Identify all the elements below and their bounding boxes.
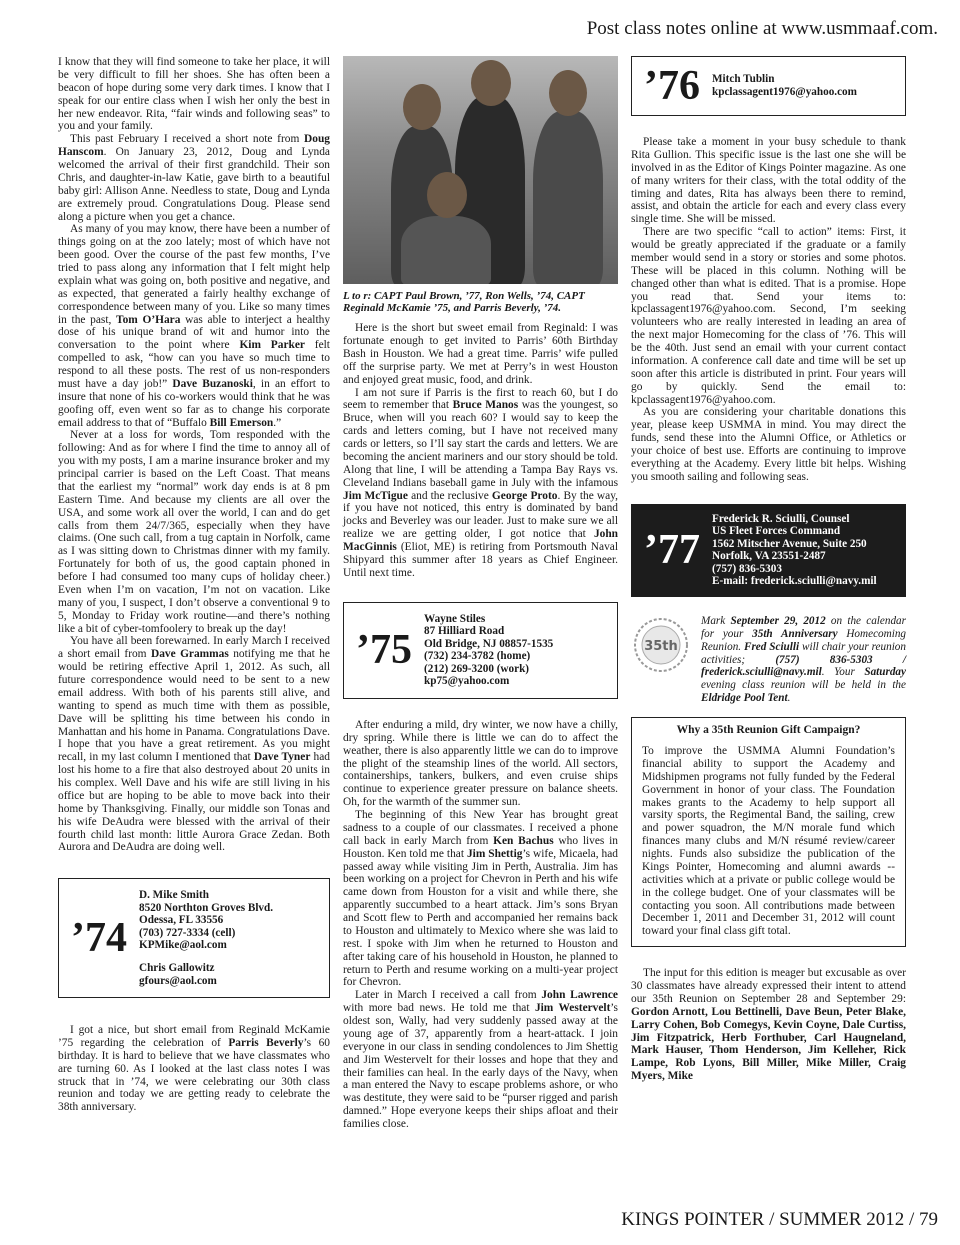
column-2: [343, 56, 618, 1131]
class-year: ’74: [71, 915, 127, 962]
email-link[interactable]: kpclassagent1976@yahoo.com: [712, 86, 857, 98]
photo-caption: L to r: CAPT Paul Brown, ’77, Ron Wells, ’74, CAPT Reginald McKamie ’75, and Parris Beverly, ’74.: [343, 290, 585, 315]
paragraph: As you are considering your charitable donations this year, please keep USMMA in mind. You may direct the funds, send these into the Alumni Office, or Athletics or your choice of best use. Efforts are continuing to improve everything at the Academy. Every little bit helps. Wishing you smooth sailing and following seas.: [631, 406, 906, 483]
paragraph: Later in March I received a call from John Lawrence with more bad news. He told me that Jim Westervelt’s oldest son, Wally, had very suddenly passed away at the young age of 37, apparently from a heart-attack. I join everyone in our class in sending condolences to Jim Shettig and Jim Westervelt for their losses and hope that they and their families can heal. In the early days of the Navy, when a man entered the Navy to escape problems ashore, or who was destitute, they were said to be “purser rigged and parish damned.” Hope everyone keeps their ships afloat and their families close.: [343, 989, 618, 1131]
reunion-notice: [631, 615, 906, 705]
gift-campaign-title: Why a 35th Reunion Gift Campaign?: [676, 724, 861, 737]
35th-anniversary-badge-icon: [631, 615, 691, 675]
paragraph: After enduring a mild, dry winter, we now have a chilly, dry spring. While there is little we can do to affect the weather, there is also apparently little we can do to improve the plight of the steamship lines of the world. All sectors, containerships, tankers, bulkers, and even cruise ships continue to experience greater pressure on balance sheets. Oh, for the warmth of the summer sun.: [343, 718, 618, 809]
email-link[interactable]: kp75@yahoo.com: [424, 675, 510, 688]
paragraph: Never at a loss for words, Tom responded with the following: And as for where I find the time to annoy all of you with my posts, I am a marine insurance broker and my principal carrier is based on the Left Coast. That means that the earliest my “normal” work day ends is at 8 pm Eastern Time. And because my clients are all over the USA, and some work all over the world, I can and do get calls from them 24/7/365, especially when they have claims. (One such call, from a tug captain in Norfolk, came as I was sitting down to Christmas dinner with my family. Fortunately for both of us, the good captain phoned in before I had consumed too many cups of holiday cheer.) Even when I’m on vacation, I’m not on vacation. Like many of you, I suspect, I don’t observe a conventional 9 to 5, Monday to Friday work routine—and there’s nothing like a bit of cyber-tomfoolery to break up the day!: [58, 429, 330, 635]
email-link[interactable]: E-mail: frederick.sciulli@navy.mil: [712, 575, 877, 588]
svg-text:35th: 35th: [644, 638, 678, 654]
column-1: [58, 56, 330, 1114]
gift-campaign-box: [631, 717, 906, 947]
paragraph: Please take a moment in your busy schedule to thank Rita Gullion. This specific issue is the last one she will be involved in as the Editor of Kings Pointer magazine. As one of many writers for their class, with the total oddity of the timing and dates, Rita has always been there to remind, assist, and obtain the article for each and every class every single time. She will be missed.: [631, 136, 906, 226]
paragraph: There are two specific “call to action” items: First, it would be greatly appreciated if the graduate or a family member would send in a story or stories and some photos. These will be placed in this column. Nothing will be changed other than what is edited. That is a promise. Hope you read that. Send your items to: kpclassagent1976@yahoo.com. Second, I’m seeking volunteers who are really interested in leading an area of the next major Homecoming for the class of ’76. This will be the 40th. Just send an email with your current contact information. A conference call date and time will be set up soon after this article is distributed in print. Four years will go by quickly. Send the email to: kpclassagent1976@yahoo.com.: [631, 226, 906, 406]
class-agent-contact: Frederick R. Sciulli, Counsel US Fleet Forces Command 1562 Mitscher Avenue, Suite 250 Norfolk, VA 23551-2487 (757) 836-5303 E-mail: frederick.sciulli@navy.mil: [712, 512, 877, 588]
class-agent-contact: D. Mike Smith 8520 Northton Groves Blvd. Odessa, FL 33556 (703) 727-3334 (cell) KPMike@aol.com Chris Gallowitz gfours@aol.com: [139, 889, 274, 987]
paragraph: The input for this edition is meager but excusable as over 30 classmates have already expressed their intent to attend our 35th Reunion on September 28 and September 29: Gordon Arnott, Lou Bettinelli, Dave Beun, Peter Blake, Larry Cohen, Bob Comegys, Kevin Coyne, Dale Curtiss, Jim Fitzpatrick, Herb Forthuber, Carl Haugneland, Mark Hauser, Thom Henderson, Jim Kelleher, Rick Lampe, Rob Lyons, Bill Miller, Mike Miller, Craig Myers, Mike: [631, 967, 906, 1083]
class-74-box: [58, 878, 330, 998]
class-year: ’75: [356, 627, 412, 674]
class-year: ’77: [644, 527, 700, 574]
class-year: ’76: [644, 63, 700, 109]
class-76-box: [631, 56, 906, 116]
email-link[interactable]: gfours@aol.com: [139, 974, 217, 987]
class-75-box: [343, 602, 618, 699]
paragraph: The beginning of this New Year has brought great sadness to a couple of our classmates. I received a phone call back in early March from Ken Bachus who lives in Houston. Ken told me that Jim Shettig’s wife, Micaela, had passed away while visiting Jim in Perth, Australia. Jim has been working on a project for Chevron in Perth and his wife came down from Houston for a visit and while there, she apparently succumbed to a heart attack. Jim’s sons Bryan and Scott flew to Perth and accompanied her remains back to Houston and ultimately to Mexico where she was laid to rest. I spoke with Jim when he returned to Houston and after taking care of his household in Houston, he planned to return to Perth and resume working on a multi-year project for Chevron.: [343, 809, 618, 989]
page-footer: KINGS POINTER / SUMMER 2012 / 79: [621, 1209, 938, 1230]
class-77-box: [631, 504, 906, 597]
paragraph: This past February I received a short note from Doug Hanscom. On January 23, 2012, Doug and Lynda welcomed the arrival of their first grandchild. Their son Chris, and daughter-in-law Katie, gave birth to a beautiful baby girl: Allison Anne. Needless to state, Doug and Lynda are extremely proud. Congratulations Doug. Please send along a picture when you get a chance.: [58, 133, 330, 223]
paragraph: You have all been forewarned. In early March I received a short email from Dave Grammas notifying me that he would be retiring effective April 1, 2012. As such, all future correspondence would need to be sent to a new email address. With both of his parents still alive, and wanting to spend as much time with them as possible, Dave will be splitting his time between his condo in Manhattan and his home in Panama. Congratulations Dave. I hope that you have a great retirement. As you might recall, in my last column I mentioned that Dave Tyner had lost his home to a fire that also destroyed about 20 units in his complex. Well Dave and his wife are still living in his office but are hoping to be able to move back into their home by Thanksgiving. Finally, our middle son Tonas and his wife DeAudra were blessed with the arrival of their fourth child last month: little Aurora Grace Zedan. Both Aurora and DeAudra are doing well.: [58, 635, 330, 854]
page-header: Post class notes online at www.usmmaaf.com.: [586, 18, 938, 39]
class-agent-contact: Mitch Tublin kpclassagent1976@yahoo.com: [712, 73, 857, 98]
reunion-text: Mark September 29, 2012 on the calendar for your 35th Anniversary Homecoming Reunion. Fred Sciulli will chair your reunion activities; (757) 836-5303 / frederick.sciulli@navy.mil. Your Saturday evening class reunion will be held in the Eldridge Pool Tent.: [701, 614, 907, 705]
column-3: [631, 56, 906, 1083]
paragraph: As many of you may know, there have been a number of things going on at the zoo lately; most of which have not been good. Over the course of the past few months, I’ve tried to pass along any information that I felt might help explain what was going on, both positive and negative, and as expected, that generated a fairly healthy exchange of correspondence between many of you. Like so many times in the past, Tom O’Hara was able to interject a healthy dose of his unique brand of wit and humor into the conversation to the point where Kim Parker felt compelled to ask, “how can you have so much time to respond to all these posts. The rest of us non-responders must have a day job!” Dave Buzanoski, in an effort to insure that none of his co-workers would think that he was goofing off, even went so far as to change his corporate email address to that of “Buffalo Bill Emerson.”: [58, 223, 331, 429]
paragraph: I got a nice, but short email from Reginald McKamie ’75 regarding the celebration of Parris Beverly’s 60 birthday. It is hard to believe that we have classmates who are turning 60. As I looked at the last class notes I was struck that in ’74, we were celebrating our 30th class reunion and today we are getting ready to celebrate the 38th anniversary.: [58, 1024, 331, 1114]
paragraph: I am not sure if Parris is the first to reach 60, but I do seem to remember that Bruce Manos was the youngest, so Bruce, when will you reach 60? I would say to keep the cards and letters coming, but I have not received many cards or letters, so I’ll say start the cards and letters. We are becoming the ancient mariners and our story should be told. Along that line, I will be attending a Tampa Bay Rays vs. Cleveland Indians baseball game in July with the infamous Jim McTigue and the reclusive George Proto. By the way, if you have not noticed, this entry is dominated by band jocks and Beverley was our leader. Just to make sure we all realize we are getting older, I got notice that John MacGinnis (Eliot, ME) is retiring from Portsmouth Naval Shipyard this summer after 18 years as Chief Engineer. Until next time.: [343, 386, 619, 579]
paragraph: Here is the short but sweet email from Reginald: I was fortunate enough to get invited to Parris’ 60th Birthday Bash in Houston. We had a great time. Parris’ wife pulled off the surprise party. We met at Perry’s in west Houston and enjoyed great music, food, and drink.: [343, 322, 618, 386]
group-photo: [343, 56, 618, 284]
gift-campaign-text: To improve the USMMA Alumni Foundation’s financial ability to support the Academy and Midshipmen programs not fully funded by the Federal Government in honor of your class. The Foundation makes grants to the Academy to help support all varsity sports, the Regimental Band, the sailing, crew and power squadron, the M/N morale fund which finances many clubs and M/N résumé review/career nights. Funds also subsidize the publication of the Kings Pointer, Homecoming and alumni awards -- activities which at a private or public college would be in the college budget. One of your classmates will be contacting you soon. All contributions made between December 1, 2011 and December 31, 2012 will count toward your final class gift total.: [642, 745, 895, 938]
paragraph: I know that they will find someone to take her place, it will be very difficult to fill her shoes. She has often been a beacon of hope during some very dark times. I know that I speak for our entire class when I wish her only the best in her new endeavor. Rita, “fair winds and following seas” to you and your family.: [58, 56, 330, 133]
email-link[interactable]: KPMike@aol.com: [139, 939, 227, 952]
class-agent-contact: Wayne Stiles 87 Hilliard Road Old Bridge, NJ 08857-1535 (732) 234-3782 (home) (212) 269-3200 (work) kp75@yahoo.com: [424, 612, 554, 688]
